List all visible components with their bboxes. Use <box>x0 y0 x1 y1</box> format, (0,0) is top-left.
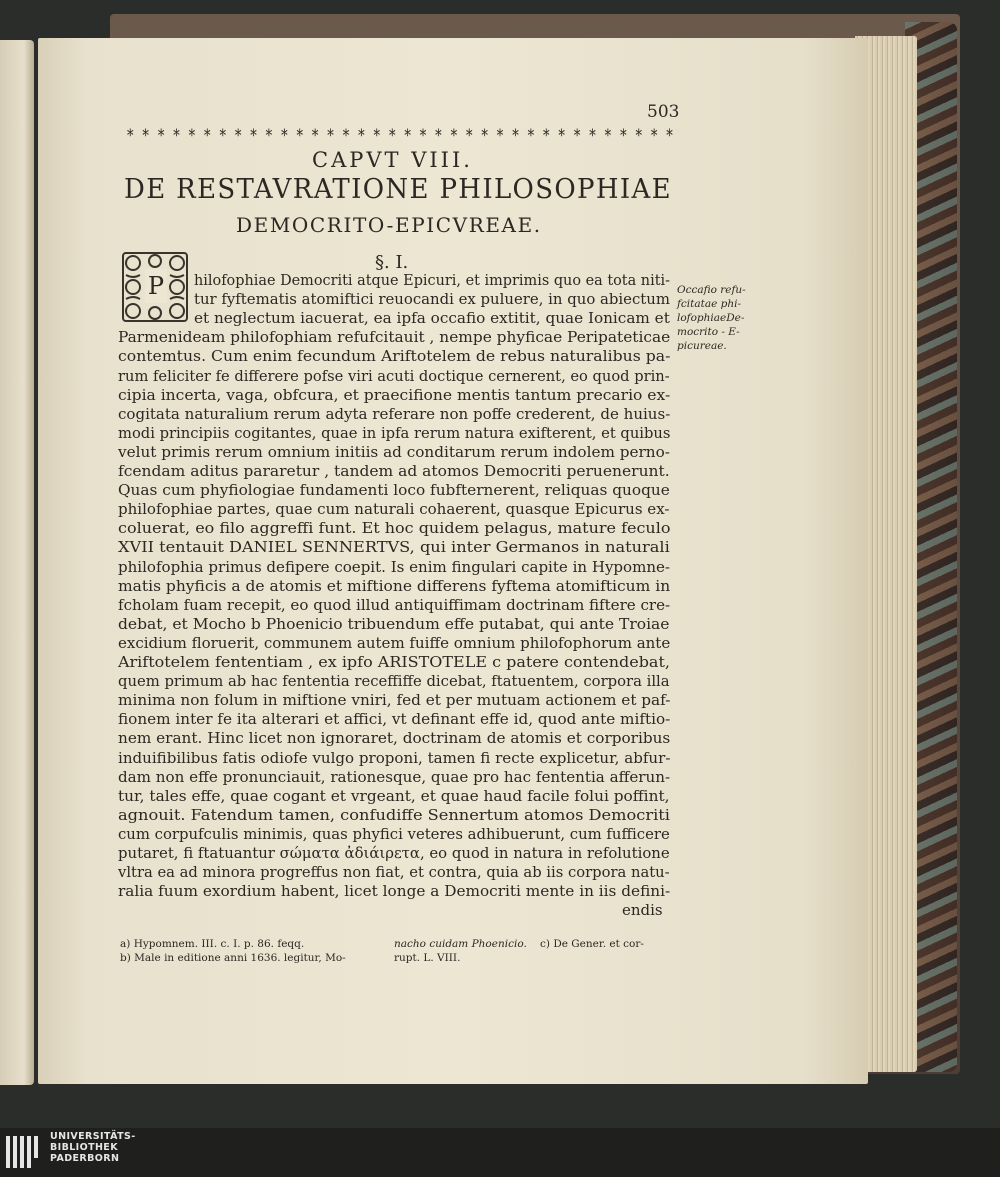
footnote-b-continuation: nacho cuidam Phoenicio. <box>394 938 527 950</box>
body-text-line: et neglectum iacuerat, ea ipfa occafio extitit, quae Ionicam et <box>194 309 670 328</box>
library-name-line-3: PADERBORN <box>50 1153 120 1164</box>
body-text-line: debat, et Mocho b Phoenicio tribuendum effe putabat, qui ante Troiae <box>118 614 670 633</box>
marginal-note-line: fcitatae phi- <box>677 298 742 310</box>
left-facing-page-edge <box>0 40 34 1085</box>
marginal-note-line: Occafio refu- <box>677 284 746 296</box>
body-text-line: Ariftotelem fententiam , ex ipfo ARISTOTELE c patere contendebat, <box>118 653 670 671</box>
body-text-line: matis phyficis a de atomis et miftione differens fyftema atomifticum in <box>118 576 671 595</box>
body-text-line: nem erant. Hinc licet non ignoraret, doctrinam de atomis et corporibus <box>118 729 671 748</box>
chapter-title-line-1: DE RESTAVRATIONE PHILOSOPHIAE <box>124 174 672 205</box>
body-text-line: tur fyftematis atomiftici reuocandi ex puluere, in quo abiectum <box>194 290 670 309</box>
library-name-line-2: BIBLIOTHEK <box>50 1142 118 1153</box>
body-text-line: philofophia primus defipere coepit. Is enim fingulari capite in Hypomne- <box>118 557 670 576</box>
body-text-line: hilofophiae Democriti atque Epicuri, et imprimis quo ea tota niti- <box>194 271 670 289</box>
library-name-line-1: UNIVERSITÄTS- <box>50 1131 136 1142</box>
marginal-note-line: mocrito - E- <box>677 326 740 338</box>
body-text-line: ralia fuum exordium habent, licet longe a Democriti mente in iis defini- <box>118 882 671 901</box>
body-text-line: vltra ea ad minora progreffus non fiat, et contra, quia ab iis corpora natu- <box>118 863 670 882</box>
body-text-line: cogitata naturalium rerum adyta referare non poffe crederent, de huius- <box>118 404 671 423</box>
library-logo-icon <box>4 1132 44 1172</box>
chapter-label: CAPVT VIII. <box>312 148 473 172</box>
body-text-line: Quas cum phyfiologiae fundamenti loco fubfternerent, reliquas quoque <box>118 481 670 500</box>
ornamental-star-rule: * * * * * * * * * * * * * * * * * * * * * * * * * * * * * * * * * * * * <box>127 126 676 146</box>
body-text-line: XVII tentauit DANIEL SENNERTVS, qui inter Germanos in naturali <box>118 538 670 557</box>
marginal-note-line: lofophiaeDe- <box>677 312 745 324</box>
chapter-title-line-2: DEMOCRITO-EPICVREAE. <box>236 213 542 237</box>
footnote-c: c) De Gener. et cor- <box>540 938 644 950</box>
decorated-initial <box>121 251 189 323</box>
body-text-line: cipia incerta, vaga, obfcura, et praecifione mentis tantum precario ex- <box>118 385 671 404</box>
body-text-line: fionem inter fe ita alterari et affici, vt definant effe id, quod ante miftio- <box>118 710 671 729</box>
body-text-line: dam non effe pronunciauit, rationesque, quae pro hac fententia afferun- <box>118 767 671 786</box>
body-text-line: modi principiis cogitantes, quae in ipfa rerum natura exifterent, et quibus <box>118 423 671 442</box>
body-text-line: cum corpufculis minimis, quas phyfici veteres adhibuerunt, cum fufficere <box>118 824 670 843</box>
footnote-b: b) Male in editione anni 1636. legitur, Mo- <box>120 952 346 964</box>
body-text-line: fcholam fuam recepit, eo quod illud antiquiffimam doctrinam fiftere cre- <box>118 595 671 614</box>
marginal-note-line: picureae. <box>677 340 727 352</box>
page-number: 503 <box>647 102 680 122</box>
body-text-line: endis <box>622 901 663 920</box>
body-text-line: minima non folum in miftione vniri, fed et per mutuam actionem et paf- <box>118 691 671 710</box>
body-text-line: Parmenideam philofophiam refufcitauit , nempe phyficae Peripateticae <box>118 328 671 347</box>
body-text-line: coluerat, eo filo aggreffi funt. Et hoc quidem pelagus, mature feculo <box>118 519 671 538</box>
initial-letter: P <box>145 269 167 303</box>
marginal-note <box>677 283 746 353</box>
library-name <box>50 1131 136 1164</box>
body-text-line: contemtus. Cum enim fecundum Ariftotelem de rebus naturalibus pa- <box>118 347 671 366</box>
body-text-line: putaret, fi ftatuantur σώματα ἀδιάιρετα, eo quod in natura in refolutione <box>118 844 670 862</box>
body-text-line: quem primum ab hac fententia receffiffe dicebat, ftatuentem, corpora illa <box>118 672 670 691</box>
footnote-a: a) Hypomnem. III. c. I. p. 86. feqq. <box>120 938 305 950</box>
body-text-line: philofophiae partes, quae cum naturali cohaerent, quasque Epicurus ex- <box>118 500 670 519</box>
body-text-line: velut primis rerum omnium initiis ad conditarum rerum indolem perno- <box>118 442 670 461</box>
body-text-line: tur, tales effe, quae cogant et vrgeant, et quae haud facile folui poffint, <box>118 786 670 805</box>
body-text-line: excidium floruerit, communem autem fuiffe omnium philofophorum ante <box>118 633 671 652</box>
library-footer-bar <box>0 1128 1000 1177</box>
body-text-line: agnouit. Fatendum tamen, confudiffe Sennertum atomos Democriti <box>118 805 670 824</box>
footnote-c-continuation: rupt. L. VIII. <box>394 952 461 964</box>
body-text-line: fcendam aditus pararetur , tandem ad atomos Democriti peruenerunt. <box>118 462 670 480</box>
body-text-line: induifibilibus fatis odiofe vulgo proponi, tamen fi recte explicetur, abfur- <box>118 748 671 767</box>
body-text-line: rum feliciter fe differere pofse viri acuti doctique cernerent, eo quod prin- <box>118 366 670 385</box>
section-heading: §. I. <box>375 252 409 273</box>
